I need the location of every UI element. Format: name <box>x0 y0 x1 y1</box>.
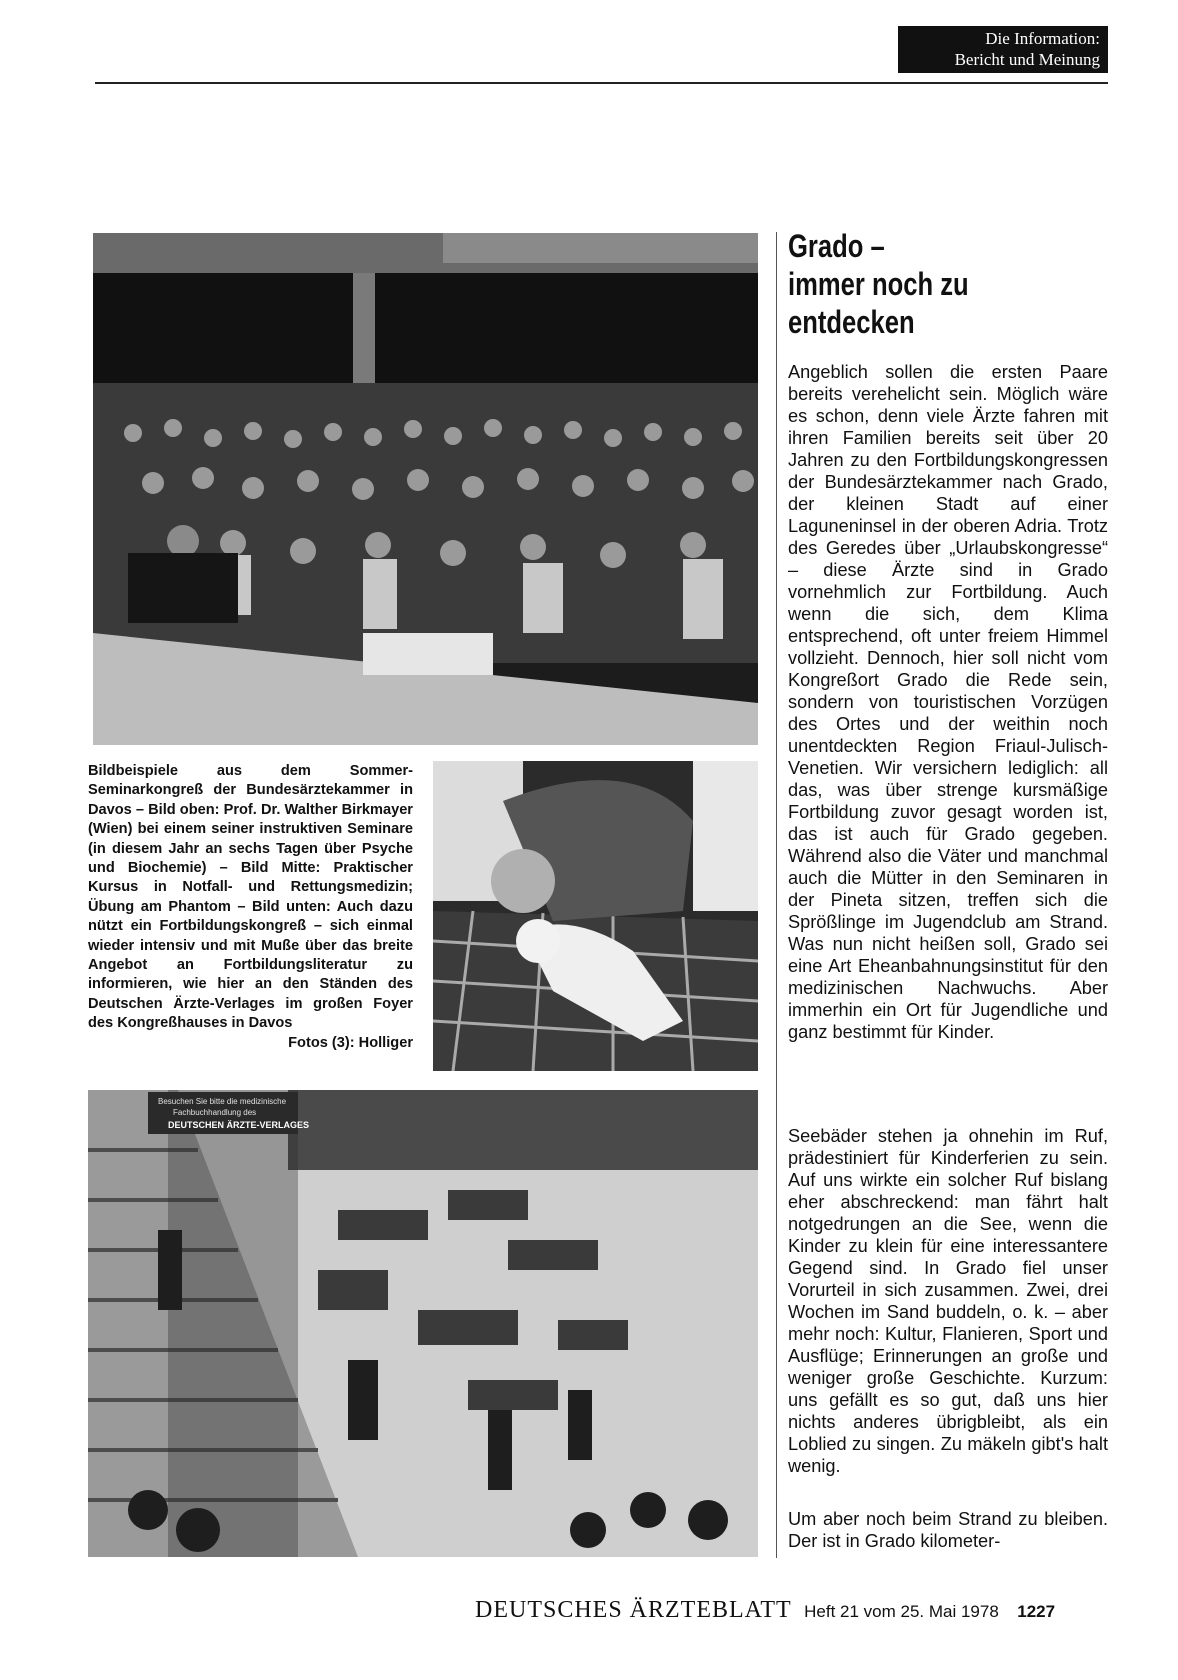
journal-name: DEUTSCHES ÄRZTEBLATT <box>475 1597 792 1623</box>
headline-line: Grado – <box>788 228 885 264</box>
photo-credit: Fotos (3): Holliger <box>288 1034 413 1051</box>
section-badge <box>898 26 1108 73</box>
banner-line-2: Fachbuchhandlung des <box>173 1108 257 1117</box>
photo-caption <box>88 762 413 1053</box>
section-label-line1: Die Information: <box>985 29 1100 48</box>
article-paragraph-2: Seebäder stehen ja ohnehin im Ruf, prädestiniert für Kinderferien zu sein. Auf uns wirkte ein solcher Ruf bislang eher abschreckend: man fährt halt notgedrungen an die See, wenn die Kinder zu klein für eine interessantere Gegend sind. In Grado fiel unser Vorurteil in sich zusammen. Zwei, drei Wochen im Sand buddeln, o. k. – aber mehr noch: Kultur, Flanieren, Sport und Ausflüge; Erinnerungen an große und weniger große Geschichte. Kurzum: uns gefällt es so gut, daß uns hier nichts anderes übrigbleibt, als ein Loblied zu singen. Zu mäkeln gibt's halt wenig. <box>788 1126 1108 1476</box>
photo-seminar-audience <box>93 233 758 745</box>
headline-line: entdecken <box>788 304 915 340</box>
banner-line-3: DEUTSCHEN ÄRZTE-VERLAGES <box>168 1120 310 1130</box>
section-label-line2: Bericht und Meinung <box>954 50 1100 69</box>
article-paragraph-3: Um aber noch beim Strand zu bleiben. Der ist in Grado kilometer- <box>788 1509 1108 1551</box>
article-paragraph-1: Angeblich sollen die ersten Paare bereits verehelicht sein. Möglich wäre es schon, denn viele Ärzte fahren mit ihren Familien bereits seit über 20 Jahren zu den Fortbildungskongressen der Bundesärztekammer nach Grado, der kleinen Stadt auf einer Laguneninsel in der oberen Adria. Trotz des Geredes über „Urlaubskongresse“ – diese Ärzte sind in Grado vornehmlich zur Fortbildung. Auch wenn die sich, dem Klima entsprechend, oft unter freiem Himmel vollzieht. Dennoch, hier soll nicht vom Kongreßort Grado die Rede sein, sondern von touristischen Vorzügen des Ortes und der weithin noch unentdeckten Region Friaul-Julisch-Venetien. Wir versichern lediglich: all das, was über strenge kursmäßige Fortbildung zuvor gesagt worden ist, das ist auch für Grado gegeben. Während also die Väter und manchmal auch die Mütter in den Seminaren in der Pineta sitzen, treffen sich die Sprößlinge im Jugendclub am Strand. Was nun nicht heißen soll, Grado sei eine Art Eheanbahnungsinstitut für den medizinischen Nachwuchs. Aber immerhin ein Ort für Jugendliche und ganz bestimmt für Kinder. <box>788 362 1108 1042</box>
page-footer <box>475 1597 1108 1624</box>
header-rule <box>95 82 1108 84</box>
issue-info: Heft 21 vom 25. Mai 1978 <box>804 1602 999 1621</box>
article-headline <box>788 227 1044 341</box>
page-number: 1227 <box>1017 1602 1056 1621</box>
headline-line: immer noch zu <box>788 266 969 302</box>
photo-resuscitation-training <box>433 761 758 1071</box>
caption-text: Bildbeispiele aus dem Sommer-Seminarkongreß der Bundesärztekammer in Davos – Bild oben: Prof. Dr. Walther Birkmayer (Wien) bei einem seiner instruktiven Seminare (in diesem Jahr an sechs Tagen über Psyche und Biochemie) – Bild Mitte: Praktischer Kursus in Notfall- und Rettungsmedizin; Übung am Phantom – Bild unten: Auch dazu nützt ein Fortbildungskongreß – sich einmal wieder intensiv und mit Muße über das breite Angebot an Fortbildungsliteratur zu informieren, wie hier an den Ständen des Deutschen Ärzte-Verlages im großen Foyer des Kongreßhauses in Davos <box>88 763 413 1032</box>
column-separator <box>776 232 777 1558</box>
photo-congress-foyer <box>88 1090 758 1557</box>
banner-line-1: Besuchen Sie bitte die medizinische <box>158 1097 287 1106</box>
